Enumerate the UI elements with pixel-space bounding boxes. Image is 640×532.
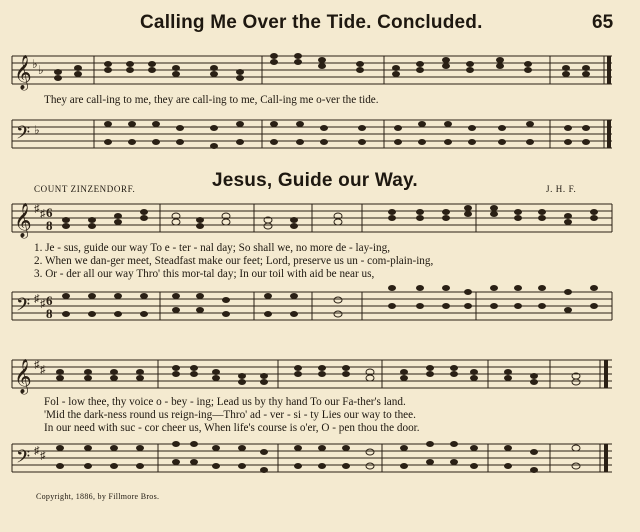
- svg-text:6: 6: [46, 293, 53, 308]
- system2-verse3: In our need with suc - cor cheer us, When life's course is o'er, O - pen thou the door.: [44, 422, 420, 434]
- svg-text:♯: ♯: [34, 445, 40, 457]
- system1-verse3: 3. Or - der all our way Thro' this mor-tal day; In our toil with aid be near us,: [34, 268, 375, 280]
- svg-text:♭: ♭: [38, 63, 44, 77]
- svg-text:♭: ♭: [32, 57, 38, 71]
- svg-text:𝄢: 𝄢: [16, 294, 31, 319]
- page-number: 65: [592, 12, 614, 33]
- svg-text:♯: ♯: [40, 364, 46, 376]
- system2-verse2: 'Mid the dark-ness round us reign-ing—Thro' ad - ver - si - ty Lies our way to thee.: [44, 409, 416, 421]
- system1-verse1: 1. Je - sus, guide our way To e - ter - nal day; So shall we, no more de - lay-ing,: [34, 242, 390, 254]
- svg-text:♭: ♭: [34, 123, 40, 137]
- svg-text:𝄢: 𝄢: [16, 122, 31, 147]
- svg-text:♯: ♯: [34, 293, 40, 305]
- svg-text:6: 6: [46, 205, 53, 220]
- svg-text:♯: ♯: [40, 450, 46, 462]
- author-attribution: COUNT ZINZENDORF.: [34, 184, 136, 194]
- svg-text:𝄞: 𝄞: [14, 204, 32, 237]
- system2-bass-staff: [0, 436, 640, 482]
- svg-text:8: 8: [46, 218, 53, 233]
- system1-verse2: 2. When we dan-ger meet, Steadfast make our feet; Lord, preserve us un - com-plain-ing,: [34, 255, 434, 267]
- top-title: Calling Me Over the Tide. Concluded.: [140, 12, 483, 33]
- svg-text:♯: ♯: [34, 359, 40, 371]
- svg-text:𝄞: 𝄞: [14, 55, 32, 90]
- copyright-notice: Copyright, 1886, by Fillmore Bros.: [36, 492, 160, 501]
- system2-treble-staff: [0, 352, 640, 398]
- svg-text:♯: ♯: [40, 208, 46, 220]
- svg-text:♯: ♯: [34, 203, 40, 215]
- system1-treble-staff: [0, 196, 640, 242]
- system2-verse1: Fol - low thee, thy voice o - bey - ing; Lead us by thy hand To our Fa-ther's land.: [44, 396, 406, 408]
- top-bass-staff: [0, 112, 640, 158]
- system1-bass-staff: [0, 284, 640, 330]
- svg-text:𝄢: 𝄢: [16, 446, 31, 471]
- svg-text:♯: ♯: [40, 298, 46, 310]
- top-lyric-line: They are call-ing to me, they are call-ing to me, Call-ing me o-ver the tide.: [44, 94, 379, 106]
- top-treble-staff: [0, 48, 640, 94]
- composer-attribution: J. H. F.: [546, 184, 577, 194]
- svg-text:8: 8: [46, 306, 53, 321]
- svg-text:𝄞: 𝄞: [14, 360, 32, 393]
- hymn-title: Jesus, Guide our Way.: [212, 170, 418, 191]
